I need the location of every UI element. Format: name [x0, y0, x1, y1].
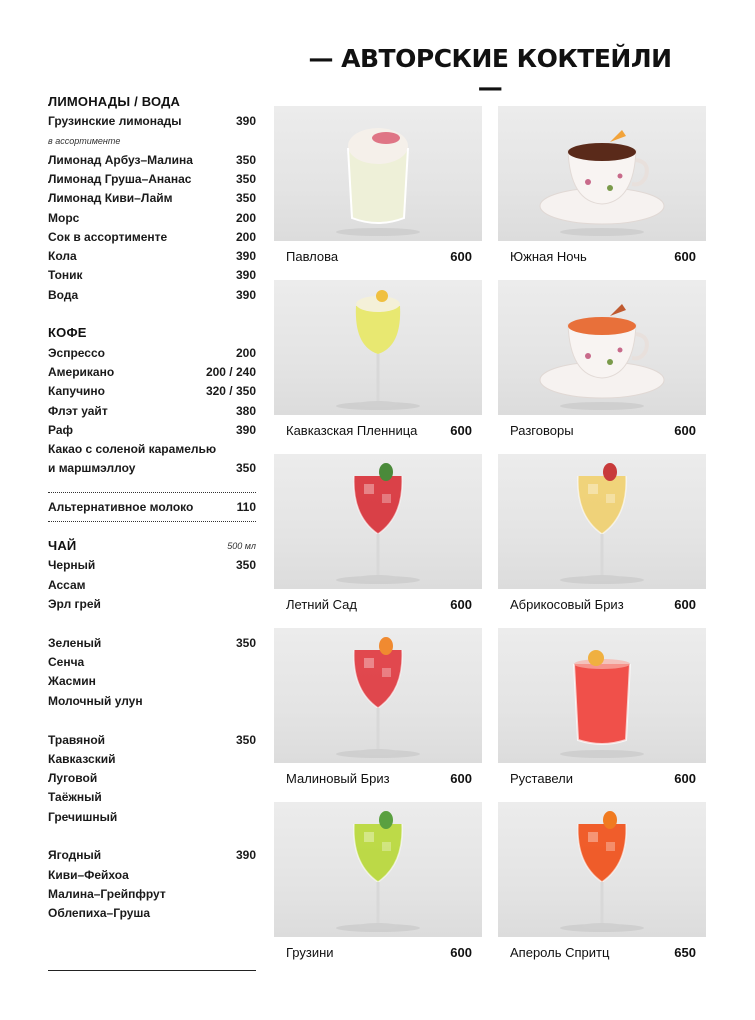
page-title: — АВТОРСКИЕ КОКТЕЙЛИ — — [308, 44, 672, 102]
assortment-note: в ассортименте — [48, 136, 121, 146]
tea-volume: 500 мл — [227, 541, 256, 551]
cocktail-photo — [274, 454, 482, 589]
bottom-divider — [48, 970, 256, 971]
cocktail-photo — [274, 802, 482, 937]
cocktail-glass-icon — [274, 280, 482, 415]
cocktail-price: 600 — [674, 423, 696, 438]
cocktail-name: Павлова — [286, 249, 339, 264]
cocktail-photo — [498, 628, 706, 763]
cocktail-glass-icon — [274, 628, 482, 763]
cocktail-photo — [498, 454, 706, 589]
cocktail-glass-icon — [498, 628, 706, 763]
lemonades-heading: ЛИМОНАДЫ / ВОДА — [48, 94, 181, 109]
cocktail-price: 600 — [674, 249, 696, 264]
cocktail-photo — [274, 628, 482, 763]
cocktail-name: Абрикосовый Бриз — [510, 597, 624, 612]
dotted-divider — [48, 521, 256, 522]
cocktail-glass-icon — [498, 280, 706, 415]
cocktail-name: Руставели — [510, 771, 573, 786]
cocktail-glass-icon — [498, 802, 706, 937]
cocktail-name: Разговоры — [510, 423, 574, 438]
cocktail-glass-icon — [498, 454, 706, 589]
cocktail-glass-icon — [498, 106, 706, 241]
cocktail-name: Грузини — [286, 945, 334, 960]
cocktail-price: 600 — [450, 597, 472, 612]
cocktail-name: Малиновый Бриз — [286, 771, 390, 786]
cocktail-price: 600 — [450, 945, 472, 960]
cocktail-name: Апероль Спритц — [510, 945, 610, 960]
cocktail-price: 600 — [450, 249, 472, 264]
cocktail-photo — [498, 280, 706, 415]
cocktail-photo — [498, 802, 706, 937]
cocktail-photo — [274, 106, 482, 241]
coffee-heading: КОФЕ — [48, 325, 87, 340]
cocktail-name: Кавказская Пленница — [286, 423, 418, 438]
cocktail-price: 600 — [450, 771, 472, 786]
tea-heading: ЧАЙ — [48, 538, 77, 553]
cocktail-glass-icon — [274, 802, 482, 937]
cocktail-photo — [274, 280, 482, 415]
cocktail-price: 600 — [674, 771, 696, 786]
dotted-divider — [48, 492, 256, 493]
cocktail-glass-icon — [274, 454, 482, 589]
cocktail-name: Летний Сад — [286, 597, 357, 612]
cocktail-glass-icon — [274, 106, 482, 241]
cocktail-price: 600 — [674, 597, 696, 612]
cocktail-photo — [498, 106, 706, 241]
cocktail-name: Южная Ночь — [510, 249, 587, 264]
cocktail-price: 600 — [450, 423, 472, 438]
cocktail-price: 650 — [674, 945, 696, 960]
